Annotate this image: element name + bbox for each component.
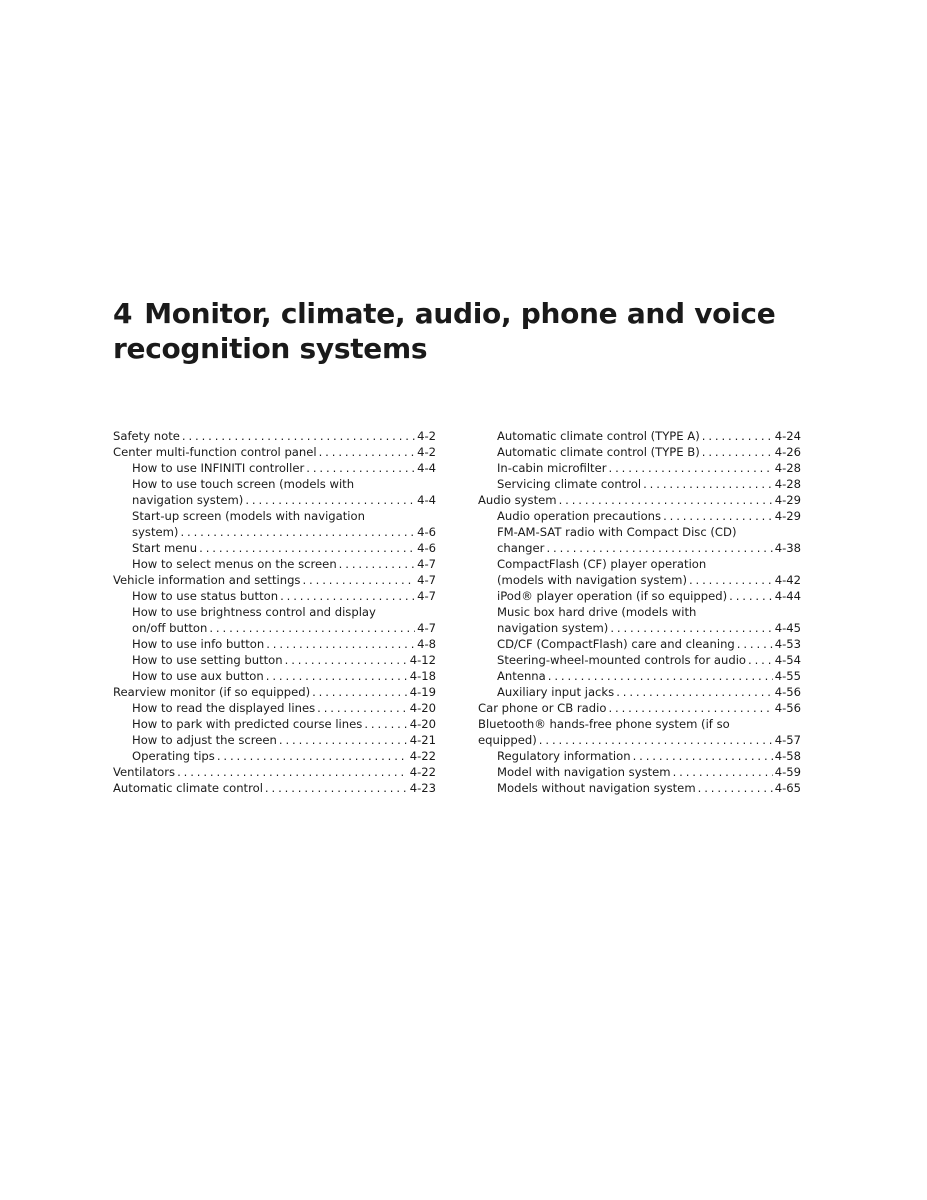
- toc-entry-row: [132, 540, 436, 556]
- toc-entry[interactable]: [113, 716, 436, 732]
- toc-entry-page: 4-28: [774, 461, 801, 475]
- toc-entry-row: [132, 492, 436, 508]
- toc-entry[interactable]: [113, 684, 436, 700]
- toc-entry-row: [132, 588, 436, 604]
- toc-entry-page: 4-7: [417, 589, 436, 603]
- toc-entry-title: Regulatory information: [497, 749, 631, 763]
- dot-leader: [608, 700, 772, 716]
- dot-leader: [245, 492, 415, 508]
- toc-entry-title-line: FM-AM-SAT radio with Compact Disc (CD): [497, 525, 737, 539]
- toc-entry-page: 4-29: [774, 493, 801, 507]
- toc-entry-page: 4-22: [409, 765, 436, 779]
- dot-leader: [177, 764, 408, 780]
- toc-entry-row: [478, 492, 801, 508]
- dot-leader: [180, 524, 415, 540]
- chapter-title-line-2: recognition systems: [113, 332, 428, 365]
- toc-entry-title-line: CompactFlash (CF) player operation: [497, 557, 707, 571]
- toc-entry-title: How to select menus on the screen: [132, 557, 337, 571]
- toc-entry-page: 4-4: [417, 461, 436, 475]
- toc-entry-page: 4-23: [409, 781, 436, 795]
- dot-leader: [702, 444, 773, 460]
- toc-entry-title: equipped): [478, 733, 537, 747]
- toc-entry-title: In-cabin microfilter: [497, 461, 607, 475]
- toc-entry-title: Vehicle information and settings: [113, 573, 301, 587]
- toc-entry[interactable]: [478, 780, 801, 796]
- toc-entry-title: changer: [497, 541, 545, 555]
- dot-leader: [266, 668, 408, 684]
- toc-entry-row: [478, 700, 801, 716]
- toc-entry-page: 4-45: [774, 621, 801, 635]
- toc-entry-page: 4-7: [417, 621, 436, 635]
- toc-entry-title: (models with navigation system): [497, 573, 687, 587]
- toc-entry[interactable]: [113, 652, 436, 668]
- chapter-title-text-1: Monitor, climate, audio, phone and voice: [144, 297, 776, 330]
- toc-entry[interactable]: [478, 508, 801, 524]
- toc-entry-page: 4-20: [409, 717, 436, 731]
- toc-entry-page: 4-53: [774, 637, 801, 651]
- toc-entry[interactable]: [478, 476, 801, 492]
- toc-entry-title: Automatic climate control (TYPE A): [497, 429, 700, 443]
- toc-entry-title: Automatic climate control: [113, 781, 263, 795]
- toc-entry-page: 4-65: [774, 781, 801, 795]
- toc-entry-title: How to use setting button: [132, 653, 283, 667]
- toc-entry[interactable]: [113, 556, 436, 572]
- toc-entry-title: navigation system): [132, 493, 244, 507]
- toc-entry-title: How to use aux button: [132, 669, 264, 683]
- toc-entry[interactable]: [478, 764, 801, 780]
- toc-entry-row: [497, 540, 801, 556]
- dot-leader: [364, 716, 407, 732]
- toc-entry[interactable]: [478, 604, 801, 636]
- dot-leader: [319, 444, 415, 460]
- dot-leader: [559, 492, 773, 508]
- dot-leader: [280, 588, 415, 604]
- toc-entry-row: [497, 668, 801, 684]
- dot-leader: [643, 476, 773, 492]
- toc-entry[interactable]: [113, 748, 436, 764]
- dot-leader: [312, 684, 408, 700]
- dot-leader: [729, 588, 773, 604]
- toc-entry[interactable]: [113, 636, 436, 652]
- toc-entry-row: [113, 764, 436, 780]
- toc-entry-row: [497, 588, 801, 604]
- toc-entry-title: iPod® player operation (if so equipped): [497, 589, 728, 603]
- toc-entry-page: 4-4: [417, 493, 436, 507]
- toc-entry-title: How to park with predicted course lines: [132, 717, 363, 731]
- toc-entry-title-line: Bluetooth® hands-free phone system (if so: [478, 717, 730, 731]
- toc-entry-title: Auxiliary input jacks: [497, 685, 615, 699]
- toc-entry-row: [497, 508, 801, 524]
- toc-entry-page: 4-55: [774, 669, 801, 683]
- toc-entry-row: [132, 652, 436, 668]
- toc-entry-row: [132, 636, 436, 652]
- toc-entry[interactable]: [113, 476, 436, 508]
- dot-leader: [302, 572, 415, 588]
- dot-leader: [539, 732, 773, 748]
- dot-leader: [689, 572, 773, 588]
- toc-entry-page: 4-7: [417, 557, 436, 571]
- toc-entry[interactable]: [113, 764, 436, 780]
- toc-entry[interactable]: [478, 684, 801, 700]
- toc-entry-title-line: Music box hard drive (models with: [497, 605, 697, 619]
- toc-entry-title: Safety note: [113, 429, 180, 443]
- toc-entry-title: Model with navigation system: [497, 765, 671, 779]
- toc-entry-page: 4-7: [417, 573, 436, 587]
- toc-entry-page: 4-44: [774, 589, 801, 603]
- toc-entry-row: [132, 716, 436, 732]
- toc-right-column: [478, 428, 801, 796]
- toc-entry-title: Servicing climate control: [497, 477, 642, 491]
- dot-leader: [673, 764, 773, 780]
- toc-entry[interactable]: [478, 492, 801, 508]
- toc-entry-row: [132, 460, 436, 476]
- toc-entry-row: [132, 700, 436, 716]
- toc-entry-title-line: How to use brightness control and display: [132, 605, 376, 619]
- toc-entry[interactable]: [478, 748, 801, 764]
- toc-entry-page: 4-12: [409, 653, 436, 667]
- toc-entry-title: Rearview monitor (if so equipped): [113, 685, 311, 699]
- dot-leader: [339, 556, 415, 572]
- toc-entry-row: [478, 732, 801, 748]
- toc-entry-row: [132, 556, 436, 572]
- dot-leader: [698, 780, 773, 796]
- toc-entry[interactable]: [113, 700, 436, 716]
- dot-leader: [266, 636, 415, 652]
- toc-entry[interactable]: [113, 444, 436, 460]
- toc-entry-page: 4-2: [417, 445, 436, 459]
- toc-entry-row: [497, 620, 801, 636]
- toc-entry-page: 4-29: [774, 509, 801, 523]
- toc-entry[interactable]: [113, 780, 436, 796]
- toc-entry-page: 4-28: [774, 477, 801, 491]
- toc-entry-title-line: How to use touch screen (models with: [132, 477, 355, 491]
- toc-entry-page: 4-6: [417, 541, 436, 555]
- toc-entry[interactable]: [478, 716, 801, 748]
- chapter-title: [113, 296, 833, 366]
- toc-entry[interactable]: [113, 508, 436, 540]
- toc-entry-row: [132, 748, 436, 764]
- toc-entry-title: Audio system: [478, 493, 557, 507]
- dot-leader: [616, 684, 773, 700]
- dot-leader: [610, 620, 772, 636]
- toc-entry-page: 4-58: [774, 749, 801, 763]
- toc-entry[interactable]: [478, 444, 801, 460]
- toc-entry-row: [132, 732, 436, 748]
- toc-entry-title: CD/CF (CompactFlash) care and cleaning: [497, 637, 735, 651]
- dot-leader: [748, 652, 773, 668]
- toc-entry-title: Automatic climate control (TYPE B): [497, 445, 700, 459]
- toc-entry-row: [497, 428, 801, 444]
- toc-entry-row: [113, 780, 436, 796]
- toc-entry-title: Operating tips: [132, 749, 215, 763]
- dot-leader: [737, 636, 773, 652]
- toc-entry-title: navigation system): [497, 621, 609, 635]
- toc-entry[interactable]: [113, 588, 436, 604]
- toc-entry-page: 4-8: [417, 637, 436, 651]
- toc-entry-page: 4-56: [774, 685, 801, 699]
- toc-entry-title-line: Start-up screen (models with navigation: [132, 509, 365, 523]
- toc-entry-row: [497, 636, 801, 652]
- toc-entry[interactable]: [113, 668, 436, 684]
- toc-entry[interactable]: [478, 636, 801, 652]
- toc-entry[interactable]: [478, 460, 801, 476]
- toc-entry-row: [497, 684, 801, 700]
- toc-entry-row: [113, 684, 436, 700]
- toc-entry-page: 4-18: [409, 669, 436, 683]
- toc-entry-page: 4-21: [409, 733, 436, 747]
- dot-leader: [199, 540, 415, 556]
- toc-entry-row: [497, 780, 801, 796]
- dot-leader: [609, 460, 773, 476]
- toc-entry[interactable]: [113, 572, 436, 588]
- dot-leader: [317, 700, 408, 716]
- toc-entry-row: [132, 620, 436, 636]
- toc-entry-page: 4-56: [774, 701, 801, 715]
- chapter-title-line-1: [113, 296, 833, 331]
- toc-entry[interactable]: [478, 556, 801, 588]
- toc-entry[interactable]: [478, 588, 801, 604]
- toc-entry-row: [497, 748, 801, 764]
- toc-entry-row: [113, 444, 436, 460]
- toc-entry[interactable]: [113, 460, 436, 476]
- toc-entry-page: 4-6: [417, 525, 436, 539]
- toc-entry-row: [132, 524, 436, 540]
- toc-entry-page: 4-19: [409, 685, 436, 699]
- dot-leader: [217, 748, 408, 764]
- toc-entry-page: 4-2: [417, 429, 436, 443]
- toc-entry-page: 4-54: [774, 653, 801, 667]
- dot-leader: [633, 748, 773, 764]
- toc-entry-title: How to adjust the screen: [132, 733, 277, 747]
- toc-entry[interactable]: [113, 540, 436, 556]
- toc-entry[interactable]: [478, 700, 801, 716]
- toc-entry[interactable]: [113, 604, 436, 636]
- dot-leader: [548, 668, 773, 684]
- dot-leader: [279, 732, 408, 748]
- toc-entry-title: Models without navigation system: [497, 781, 696, 795]
- toc-entry-page: 4-26: [774, 445, 801, 459]
- toc-entry-title: on/off button: [132, 621, 208, 635]
- toc-entry[interactable]: [113, 732, 436, 748]
- toc-entry-page: 4-42: [774, 573, 801, 587]
- toc-entry-title: Audio operation precautions: [497, 509, 662, 523]
- toc-entry-row: [497, 652, 801, 668]
- toc-entry-title: How to use info button: [132, 637, 265, 651]
- toc-entry-page: 4-57: [774, 733, 801, 747]
- dot-leader: [265, 780, 408, 796]
- toc-entry-page: 4-22: [409, 749, 436, 763]
- toc-entry-title: How to read the displayed lines: [132, 701, 316, 715]
- dot-leader: [306, 460, 415, 476]
- toc-entry-row: [497, 572, 801, 588]
- toc-entry-row: [497, 476, 801, 492]
- toc-entry[interactable]: [478, 524, 801, 556]
- toc-entry-page: 4-59: [774, 765, 801, 779]
- dot-leader: [285, 652, 408, 668]
- toc-entry-title: system): [132, 525, 179, 539]
- dot-leader: [209, 620, 415, 636]
- toc-entry-page: 4-20: [409, 701, 436, 715]
- toc-entry-page: 4-24: [774, 429, 801, 443]
- toc-entry-row: [497, 460, 801, 476]
- dot-leader: [702, 428, 773, 444]
- dot-leader: [182, 428, 415, 444]
- chapter-number: 4: [113, 297, 133, 330]
- dot-leader: [546, 540, 772, 556]
- toc-entry-title: How to use status button: [132, 589, 279, 603]
- toc-entry-row: [113, 428, 436, 444]
- toc-entry-page: 4-38: [774, 541, 801, 555]
- toc-entry-title: Antenna: [497, 669, 546, 683]
- toc-entry-title: Steering-wheel-mounted controls for audio: [497, 653, 747, 667]
- toc-entry-row: [132, 668, 436, 684]
- toc-entry-title: Start menu: [132, 541, 198, 555]
- toc-entry-row: [113, 572, 436, 588]
- toc-entry-title: Car phone or CB radio: [478, 701, 607, 715]
- toc-entry-row: [497, 444, 801, 460]
- toc-entry[interactable]: [478, 428, 801, 444]
- toc-entry-row: [497, 764, 801, 780]
- toc-entry-title: Center multi-function control panel: [113, 445, 317, 459]
- toc-left-column: [113, 428, 436, 796]
- toc-entry[interactable]: [478, 652, 801, 668]
- dot-leader: [663, 508, 773, 524]
- toc-entry[interactable]: [113, 428, 436, 444]
- toc-entry-title: How to use INFINITI controller: [132, 461, 305, 475]
- toc-entry-title: Ventilators: [113, 765, 176, 779]
- toc-entry[interactable]: [478, 668, 801, 684]
